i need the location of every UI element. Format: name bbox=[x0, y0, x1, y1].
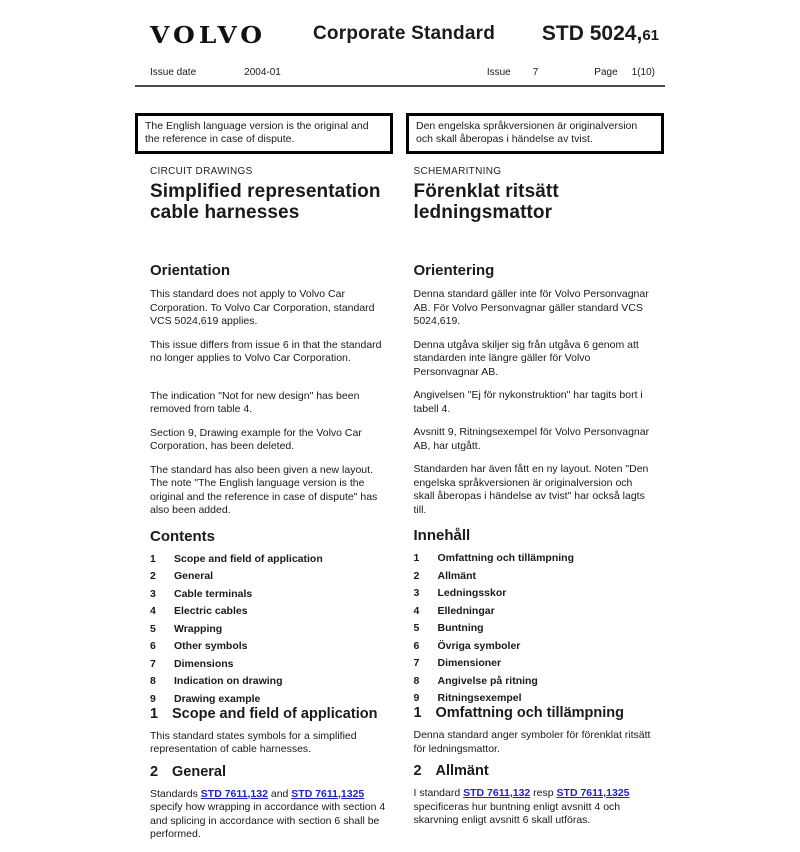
section-2-body-en: Standards STD 7611,132 and STD 7611,1325 specify how wrapping in accordance with section 4 and splicing in accordance with section 6 shall be performed. bbox=[150, 787, 386, 840]
toc-item: 4 Electric cables bbox=[150, 605, 248, 617]
orientation-paragraph: Standarden har även fått en ny layout. Noten "Den engelska språkversionen är originalversion och skall åberopas i händelse av tvist" har också lagts till. bbox=[413, 463, 649, 516]
issue-value: 7 bbox=[532, 67, 539, 78]
header bbox=[135, 22, 665, 51]
document-page bbox=[135, 0, 665, 852]
header-divider bbox=[135, 85, 665, 87]
page-title-en bbox=[150, 181, 392, 223]
toc-item: 5 Wrapping bbox=[150, 622, 223, 635]
section-2-body-sv: I standard STD 7611,132 resp STD 7611,1325 specificeras hur buntning enligt avsnitt 4 och skarvning enligt avsnitt 6 skall utföras. bbox=[413, 787, 630, 826]
toc-item: 9 Ritningsexempel bbox=[413, 692, 522, 704]
toc-item: 4 Elledningar bbox=[413, 604, 495, 617]
issue-date-value: 2004-01 bbox=[244, 67, 281, 78]
std-7611-1325-link[interactable]: STD 7611,1325 bbox=[291, 787, 365, 800]
section-1-sv bbox=[414, 705, 656, 763]
orientation-paragraph: This standard does not apply to Volvo Car Corporation. To Volvo Car Corporation, standard VCS 5024,619 applies. bbox=[150, 288, 375, 327]
content-columns bbox=[135, 166, 665, 852]
toc-item: 3 Ledningsskor bbox=[413, 587, 507, 599]
orientation-paragraph: The standard has also been given a new layout. The note "The English language version is the original and the reference in case of dispute" has also been added. bbox=[150, 463, 378, 516]
notice-row bbox=[135, 113, 665, 154]
issue-label: Issue bbox=[486, 67, 511, 78]
document-title: Corporate Standard bbox=[313, 23, 496, 44]
section-1-body-en: This standard states symbols for a simplified representation of cable harnesses. bbox=[150, 729, 357, 755]
page-title-sv-line2: ledningsmattor bbox=[413, 202, 553, 223]
column-english bbox=[150, 166, 392, 852]
contents-heading-sv: Innehåll bbox=[413, 527, 471, 544]
volvo-logo: VOLVO bbox=[150, 22, 267, 49]
toc-item: 7 Dimensioner bbox=[413, 657, 502, 669]
column-swedish bbox=[414, 166, 656, 852]
page-label: Page bbox=[594, 67, 618, 78]
orientation-paragraph: Avsnitt 9, Ritningsexempel för Volvo Personvagnar AB, har utgått. bbox=[413, 426, 650, 452]
section-1-heading-sv: 1 Omfattning och tillämpning bbox=[413, 705, 624, 721]
toc-item: 1 Omfattning och tillämpning bbox=[413, 552, 574, 564]
toc-item: 8 Indication on drawing bbox=[150, 675, 283, 687]
orientation-paragraph: This issue differs from issue 6 in that the standard no longer applies to Volvo Car Corporation. bbox=[150, 338, 382, 364]
section-1-body-sv: Denna standard anger symboler för förenklat ritsätt för ledningsmattor. bbox=[413, 729, 651, 755]
std-7611-1325-link[interactable]: STD 7611,1325 bbox=[556, 787, 630, 799]
orientation-heading-sv: Orientering bbox=[413, 262, 495, 279]
page-title-en-line1: Simplified representation bbox=[150, 181, 381, 202]
orientation-heading-en: Orientation bbox=[150, 262, 231, 279]
section-2-sv bbox=[414, 763, 656, 828]
standard-number-main: STD 5024, bbox=[541, 22, 643, 45]
contents-list-sv bbox=[414, 553, 656, 704]
orientation-paragraph: Denna utgåva skiljer sig från utgåva 6 genom att standarden inte längre gäller för Volvo Personvagnar AB. bbox=[413, 338, 639, 378]
toc-item: 1 Scope and field of application bbox=[150, 552, 323, 565]
toc-item: 8 Angivelse på ritning bbox=[413, 674, 538, 687]
section-2-en bbox=[150, 764, 392, 842]
toc-item: 2 General bbox=[150, 570, 214, 582]
toc-item: 5 Buntning bbox=[413, 622, 484, 634]
section-1-heading-en: 1 Scope and field of application bbox=[150, 705, 378, 722]
orientation-section-en bbox=[150, 262, 392, 518]
section-1-en bbox=[150, 706, 392, 764]
category-kicker-en: CIRCUIT DRAWINGS bbox=[150, 166, 253, 177]
issue-date-label: Issue date bbox=[150, 67, 197, 78]
orientation-paragraph: Angivelsen "Ej för nykonstruktion" har tagits bort i tabell 4. bbox=[413, 389, 643, 415]
contents-list-en bbox=[150, 554, 392, 705]
section-2-heading-sv: 2 Allmänt bbox=[413, 763, 489, 779]
standard-number-suffix: 61 bbox=[642, 27, 659, 44]
standard-number bbox=[542, 22, 659, 46]
toc-item: 6 Other symbols bbox=[150, 640, 248, 652]
std-7611-132-link[interactable]: STD 7611,132 bbox=[463, 787, 531, 799]
notice-box-english: The English language version is the original and the reference in case of dispute. bbox=[135, 113, 393, 154]
contents-section-en bbox=[150, 528, 392, 706]
orientation-paragraph: Denna standard gäller inte för Volvo Personvagnar AB. För Volvo Personvagnar gäller standard VCS 5024,619. bbox=[413, 288, 649, 327]
toc-item: 2 Allmänt bbox=[413, 569, 477, 582]
contents-heading-en: Contents bbox=[150, 527, 215, 545]
page-title-sv bbox=[414, 181, 656, 223]
orientation-section-sv bbox=[414, 262, 656, 517]
category-kicker-sv: SCHEMARITNING bbox=[413, 166, 502, 177]
page-title-en-line2: cable harnesses bbox=[150, 202, 300, 223]
orientation-paragraph: Section 9, Drawing example for the Volvo Car Corporation, has been deleted. bbox=[150, 426, 362, 452]
toc-item: 9 Drawing example bbox=[150, 692, 261, 705]
section-2-heading-en: 2 General bbox=[150, 763, 226, 780]
page-value: 1(10) bbox=[631, 67, 655, 78]
toc-item: 3 Cable terminals bbox=[150, 587, 253, 600]
contents-section-sv bbox=[414, 527, 656, 705]
notice-box-swedish: Den engelska språkversionen är originalversion och skall åberopas i händelse av tvist. bbox=[406, 113, 664, 154]
page-title-sv-line1: Förenklat ritsätt bbox=[413, 181, 559, 202]
orientation-paragraph: The indication "Not for new design" has been removed from table 4. bbox=[150, 389, 360, 415]
toc-item: 6 Övriga symboler bbox=[413, 639, 521, 652]
toc-item: 7 Dimensions bbox=[150, 657, 234, 670]
header-meta-row bbox=[135, 67, 665, 78]
std-7611-132-link[interactable]: STD 7611,132 bbox=[200, 787, 268, 800]
